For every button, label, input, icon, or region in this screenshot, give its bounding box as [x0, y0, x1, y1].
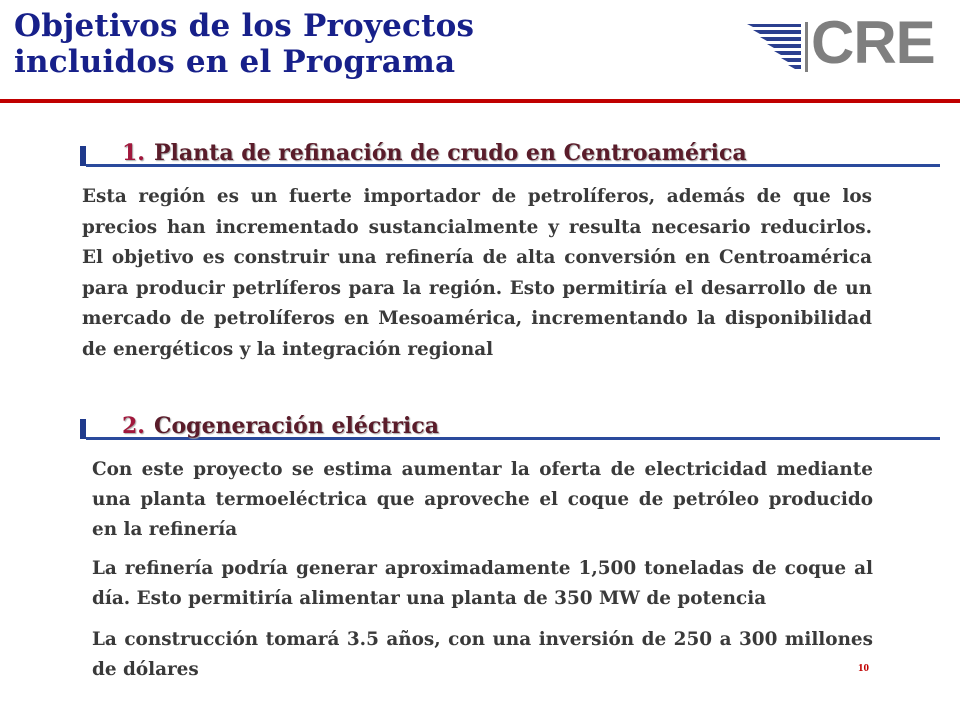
section-title: Cogeneración eléctrica	[154, 413, 439, 439]
section-number: 2.	[122, 413, 145, 439]
section-2-paragraph-3: La construcción tomará 3.5 años, con una inversión de 250 a 300 millones de dólares	[92, 629, 873, 680]
cre-logo	[745, 9, 945, 76]
page-number: 10	[858, 662, 869, 674]
section-heading-2	[80, 413, 940, 443]
cre-logo-stripes-icon	[745, 14, 811, 76]
section-heading-accent-bar	[80, 419, 86, 439]
section-1-paragraph-1: Esta región es un fuerte importador de petrolíferos, además de que los precios han incrementado sustancialmente y resulta necesario reducirlos. El objetivo es construir una refinería de alta conversión en Centroamérica para producir petrlíferos para la región. Esto permitiría el desarrollo de un mercado de petrolíferos en Mesoamérica, incrementando la disponibilidad de energéticos y la integración regional	[82, 186, 872, 360]
cre-logo-text: CRE	[811, 9, 935, 76]
section-heading-1	[80, 140, 940, 170]
slide-title	[14, 8, 474, 80]
slide-title-line-1: Objetivos de los Proyectos	[14, 8, 475, 44]
slide-title-line-2: incluidos en el Programa	[14, 44, 456, 80]
title-divider	[0, 99, 960, 103]
section-2-paragraph-1: Con este proyecto se estima aumentar la oferta de electricidad mediante una planta termoeléctrica que aproveche el coque de petróleo producido en la refinería	[92, 459, 873, 540]
section-2-paragraph-2: La refinería podría generar aproximadamente 1,500 toneladas de coque al día. Esto permitiría alimentar una planta de 350 MW de potencia	[92, 558, 873, 609]
section-title: Planta de refinación de crudo en Centroamérica	[154, 140, 747, 166]
section-number: 1.	[122, 140, 145, 166]
section-heading-accent-bar	[80, 146, 86, 166]
